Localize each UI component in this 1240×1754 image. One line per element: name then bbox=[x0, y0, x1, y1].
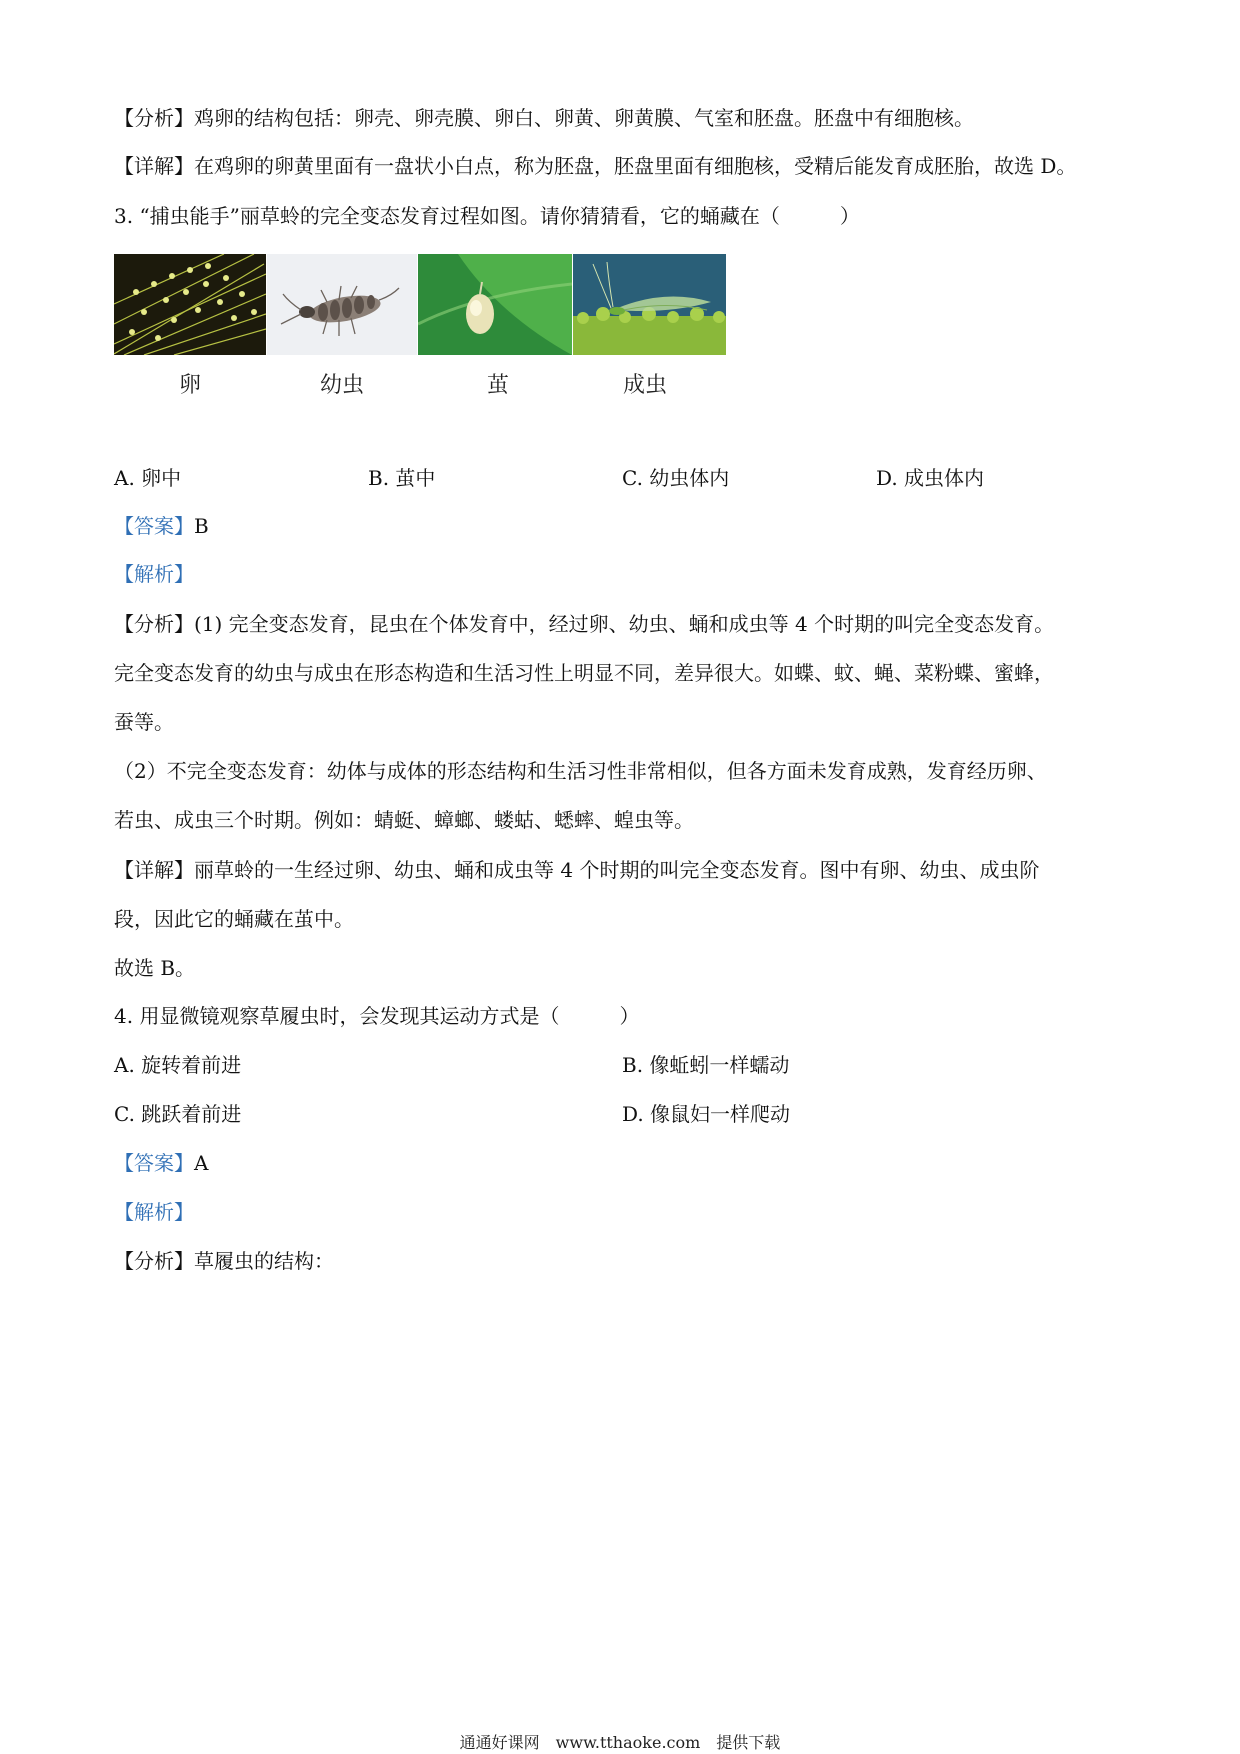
analysis-line-3: 蚕等。 bbox=[114, 710, 174, 734]
analysis-line-1: 【分析】(1) 完全变态发育，昆虫在个体发育中，经过卵、幼虫、蛹和成虫等 4 个时期的叫完全变态发育。 bbox=[114, 612, 1055, 636]
answer-label: 【答案】 bbox=[114, 1151, 194, 1175]
caption-cocoon: 茧 bbox=[486, 373, 509, 398]
q4-option-c: C. 跳跃着前进 bbox=[114, 1102, 242, 1126]
question-3: 3. “捕虫能手”丽草蛉的完全变态发育过程如图。请你猜猜看，它的蛹藏在（ ） bbox=[114, 204, 860, 228]
q4-option-b: B. 像蚯蚓一样蠕动 bbox=[622, 1053, 790, 1077]
caption-larva: 幼虫 bbox=[319, 373, 364, 398]
q3-answer bbox=[114, 512, 209, 540]
q4-option-d: D. 像鼠妇一样爬动 bbox=[622, 1102, 791, 1126]
question-4: 4. 用显微镜观察草履虫时，会发现其运动方式是（ ） bbox=[114, 1004, 640, 1028]
q4-answer bbox=[114, 1149, 208, 1177]
q4-option-a: A. 旋转着前进 bbox=[114, 1053, 242, 1077]
analysis-line-2: 完全变态发育的幼虫与成虫在形态构造和生活习性上明显不同，差异很大。如蝶、蚊、蝇、菜粉蝶、蜜蜂， bbox=[114, 661, 1054, 685]
q3-option-d: D. 成虫体内 bbox=[876, 466, 985, 490]
egg-photo bbox=[114, 254, 266, 355]
detail-line-2: 段，因此它的蛹藏在茧中。 bbox=[114, 907, 354, 931]
q3-option-a: A. 卵中 bbox=[114, 466, 182, 490]
detail-line-1: 【详解】丽草蛉的一生经过卵、幼虫、蛹和成虫等 4 个时期的叫完全变态发育。图中有卵、幼虫、成虫阶 bbox=[114, 858, 1040, 882]
adult-photo bbox=[573, 254, 726, 355]
cocoon-photo bbox=[418, 254, 572, 355]
choose-b-line: 故选 B。 bbox=[114, 956, 196, 980]
analysis-line-4: （2）不完全变态发育：幼体与成体的形态结构和生活习性非常相似，但各方面未发育成熟，发育经历卵、 bbox=[114, 759, 1047, 783]
lacewing-figure bbox=[114, 254, 726, 404]
larva-photo bbox=[267, 254, 417, 355]
caption-egg: 卵 bbox=[178, 373, 201, 398]
answer-value: A bbox=[194, 1151, 209, 1175]
q4-analysis-line: 【分析】草履虫的结构： bbox=[114, 1249, 334, 1273]
answer-label: 【答案】 bbox=[114, 514, 194, 538]
line-analysis-1: 【分析】鸡卵的结构包括：卵壳、卵壳膜、卵白、卵黄、卵黄膜、气室和胚盘。胚盘中有细胞核。 bbox=[114, 106, 974, 130]
q4-jiexi-heading: 【解析】 bbox=[114, 1200, 194, 1224]
footer-watermark: 通通好课网 www.tthaoke.com 提供下载 bbox=[459, 1733, 781, 1752]
caption-adult: 成虫 bbox=[622, 373, 667, 398]
analysis-line-5: 若虫、成虫三个时期。例如：蜻蜓、蟑螂、蝼蛄、蟋蟀、蝗虫等。 bbox=[114, 808, 694, 832]
line-detail-1: 【详解】在鸡卵的卵黄里面有一盘状小白点，称为胚盘，胚盘里面有细胞核，受精后能发育成胚胎，故选 D。 bbox=[114, 154, 1077, 178]
q3-jiexi-heading: 【解析】 bbox=[114, 562, 194, 586]
q3-option-b: B. 茧中 bbox=[368, 466, 436, 490]
q3-option-c: C. 幼虫体内 bbox=[622, 466, 730, 490]
answer-value: B bbox=[194, 514, 209, 538]
